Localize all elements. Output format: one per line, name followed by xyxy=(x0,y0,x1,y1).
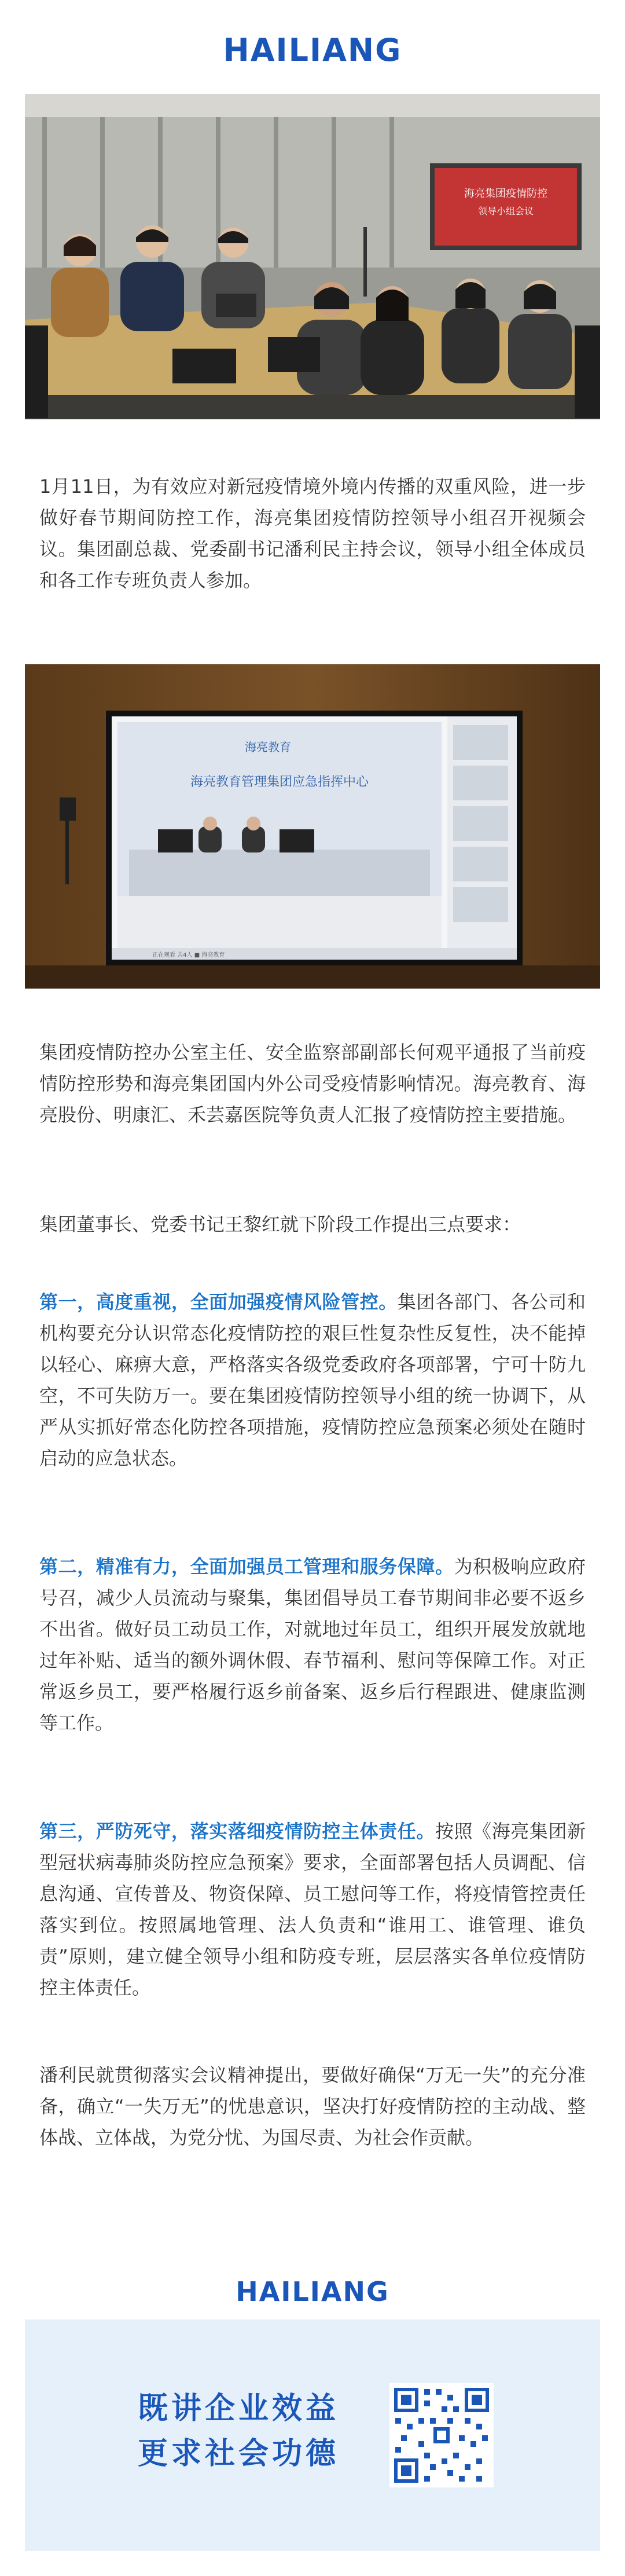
hailiang-logo: HAILIANG xyxy=(223,32,402,68)
requirement-two-body: 为积极响应政府号召，减少人员流动与聚集，集团倡导员工春节期间非必要不返乡不出省。做好员工动员工作，对就地过年员工，组织开展发放就地过年补贴、适当的额外调休假、春节福利、慰问等保障工作。对正常返乡员工，要严格履行返乡前备案、返乡后行程跟进、健康监测等工作。 xyxy=(39,1556,586,1734)
screen-logo-text: 海亮教育 xyxy=(245,740,291,754)
requirements-intro: 集团董事长、党委书记王黎红就下阶段工作提出三点要求： xyxy=(39,1213,521,1235)
briefing-paragraph: 集团疫情防控办公室主任、安全监察部副部长何观平通报了当前疫情防控形势和海亮集团国内外公司受疫情影响情况。海亮教育、海亮股份、明康汇、禾芸嘉医院等负责人汇报了疫情防控主要措施。 xyxy=(39,1041,586,1126)
meeting-room-photo xyxy=(25,94,600,419)
requirement-three-body: 按照《海亮集团新型冠状病毒肺炎防控应急预案》要求，全面部署包括人员调配、信息沟通、宣传普及、物资保障、员工慰问等工作，将疫情管控责任落实到位。按照属地管理、法人负责和“谁用工、谁管理、谁负责”原则，建立健全领导小组和防疫专班，层层落实各单位疫情防控主体责任。 xyxy=(39,1820,586,1999)
screen-subtitle: 领导小组会议 xyxy=(477,206,534,217)
video-conference-photo xyxy=(25,664,600,989)
qr-code[interactable] xyxy=(389,2383,494,2487)
requirement-one-lead: 第一，高度重视，全面加强疫情风险管控。 xyxy=(39,1291,398,1313)
hailiang-logo-footer: HAILIANG xyxy=(236,2276,389,2307)
requirement-two xyxy=(39,1551,586,1739)
closing-paragraph: 潘利民就贯彻落实会议精神提出，要做好确保“万无一失”的充分准备，确立“一失万无”的忧患意识，坚决打好疫情防控的主动战、整体战、立体战，为党分忧、为国尽责、为社会作贡献。 xyxy=(39,2064,586,2149)
requirement-one-body: 集团各部门、各公司和机构要充分认识常态化疫情防控的艰巨性复杂性反复性，决不能掉以轻心、麻痹大意，严格落实各级党委政府各项部署，宁可十防九空，不可失防万一。要在集团疫情防控领导小组的统一协调下，从严从实抓好常态化防控各项措施，疫情防控应急预案必须处在随时启动的应急状态。 xyxy=(39,1291,586,1469)
screen-status-text: 正在观看 共4人 ■ 海亮教育 xyxy=(152,952,225,958)
screen-banner-text: 海亮教育管理集团应急指挥中心 xyxy=(190,775,369,789)
screen-title: 海亮集团疫情防控 xyxy=(464,188,547,200)
slogan-line-2: 更求社会功德 xyxy=(138,2436,340,2471)
slogan-line-1: 既讲企业效益 xyxy=(138,2391,340,2426)
requirement-three-lead: 第三，严防死守，落实落细疫情防控主体责任。 xyxy=(39,1820,435,1842)
slogan-banner xyxy=(25,2319,600,2551)
requirement-three xyxy=(39,1816,586,2003)
requirement-two-lead: 第二，精准有力，全面加强员工管理和服务保障。 xyxy=(39,1556,454,1578)
slogan-text xyxy=(138,2386,339,2476)
requirement-one xyxy=(39,1286,586,1474)
intro-paragraph: 1月11日，为有效应对新冠疫情境外境内传播的双重风险，进一步做好春节期间防控工作，海亮集团疫情防控领导小组召开视频会议。集团副总裁、党委副书记潘利民主持会议，领导小组全体成员和各工作专班负责人参加。 xyxy=(39,475,586,591)
